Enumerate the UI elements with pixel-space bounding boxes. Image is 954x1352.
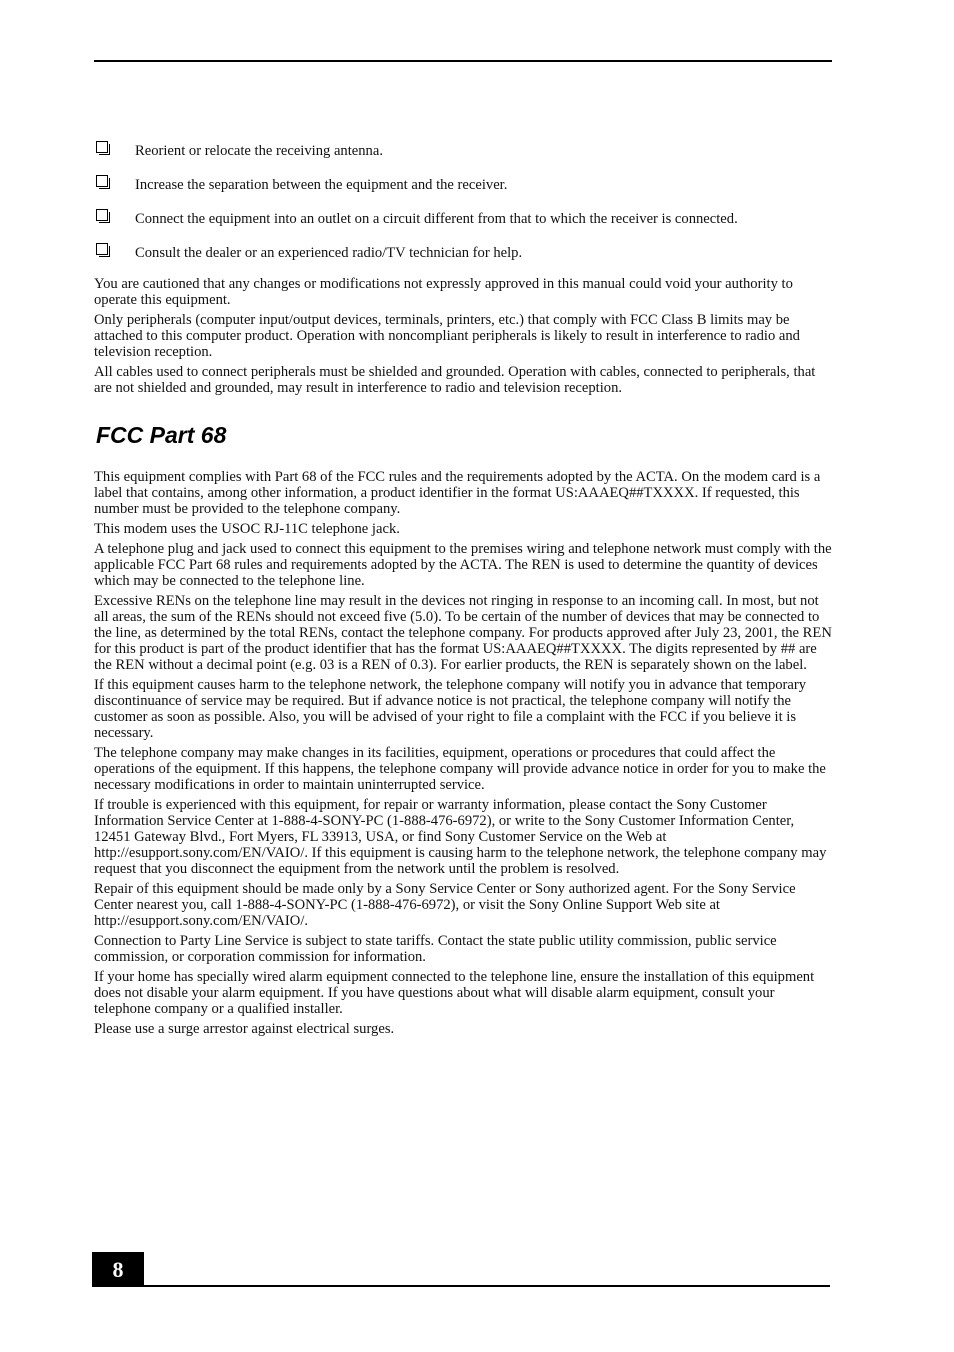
page-number: 8	[92, 1252, 144, 1287]
paragraph: This equipment complies with Part 68 of the FCC rules and the requirements adopted by the ACTA. On the modem card is a label that contains, among other information, a product identifier in the format US:AAAEQ##TXXXX. If requested, this number must be provided to the telephone company.	[94, 469, 821, 517]
section-title: FCC Part 68	[96, 422, 227, 448]
checklist-item-text: Increase the separation between the equipment and the receiver.	[135, 177, 508, 193]
checklist-item	[94, 174, 834, 208]
footer-rule	[92, 1285, 830, 1287]
checkbox-icon	[96, 209, 108, 221]
checklist-item-text: Reorient or relocate the receiving antenna.	[135, 143, 383, 159]
paragraph: Repair of this equipment should be made only by a Sony Service Center or Sony authorized agent. For the Sony Service Center nearest you, call 1-888-4-SONY-PC (1-888-476-6972), or visit the Sony Online Support Web site at http://esupport.sony.com/EN/VAIO/.	[94, 881, 796, 929]
paragraph: A telephone plug and jack used to connect this equipment to the premises wiring and telephone network must comply with the applicable FCC Part 68 rules and requirements adopted by the ACTA. The REN is used to determine the quantity of devices which may be connected to the telephone line.	[94, 541, 832, 589]
paragraph: This modem uses the USOC RJ-11C telephone jack.	[94, 521, 400, 537]
paragraph: All cables used to connect peripherals must be shielded and grounded. Operation with cables, connected to peripherals, that are not shielded and grounded, may result in interference to radio and television reception.	[94, 364, 816, 396]
paragraph: Please use a surge arrestor against electrical surges.	[94, 1021, 395, 1037]
checklist-item	[94, 242, 834, 276]
paragraph: Excessive RENs on the telephone line may result in the devices not ringing in response to an incoming call. In most, but not all areas, the sum of the RENs should not exceed five (5.0). To be certain of the number of devices that may be connected to the line, as determined by the total RENs, contact the telephone company. For products approved after July 23, 2001, the REN for this product is part of the product identifier that has the format US:AAAEQ##TXXXX. The digits represented by ## are the REN without a decimal point (e.g. 03 is a REN of 0.3). For earlier products, the REN is separately shown on the label.	[94, 593, 832, 673]
paragraph: If this equipment causes harm to the telephone network, the telephone company will notify you in advance that temporary discontinuance of service may be required. But if advance notice is not practical, the telephone company will notify the customer as soon as possible. Also, you will be advised of your right to file a complaint with the FCC if you believe it is necessary.	[94, 677, 807, 741]
paragraph: If trouble is experienced with this equipment, for repair or warranty information, please contact the Sony Customer Information Service Center at 1-888-4-SONY-PC (1-888-476-6972), or write to the Sony Customer Information Center, 12451 Gateway Blvd., Fort Myers, FL 33913, USA, or find Sony Customer Service on the Web at http://esupport.sony.com/EN/VAIO/. If this equipment is causing harm to the telephone network, the telephone company may request that you disconnect the equipment from the network until the problem is resolved.	[94, 797, 827, 877]
checkbox-icon	[96, 141, 108, 153]
checkbox-icon	[96, 243, 108, 255]
paragraph: Connection to Party Line Service is subject to state tariffs. Contact the state public utility commission, public service commission, or corporation commission for information.	[94, 933, 777, 965]
fcc-part68-text-block	[94, 469, 832, 1041]
paragraph: If your home has specially wired alarm equipment connected to the telephone line, ensure the installation of this equipment does not disable your alarm equipment. If you have questions about what will disable alarm equipment, consult your telephone company or a qualified installer.	[94, 969, 815, 1017]
paragraph: You are cautioned that any changes or modifications not expressly approved in this manual could void your authority to operate this equipment.	[94, 276, 793, 308]
intro-text-block	[94, 276, 832, 400]
paragraph: The telephone company may make changes in its facilities, equipment, operations or procedures that could affect the operations of the equipment. If this happens, the telephone company will provide advance notice in order for you to make the necessary modifications in order to maintain uninterrupted service.	[94, 745, 826, 793]
recommendation-checklist	[94, 140, 834, 276]
checklist-item	[94, 208, 834, 242]
paragraph: Only peripherals (computer input/output devices, terminals, printers, etc.) that comply with FCC Class B limits may be attached to this computer product. Operation with noncompliant peripherals is likely to result in interference to radio and television reception.	[94, 312, 800, 360]
checklist-item	[94, 140, 834, 174]
header-rule	[94, 60, 832, 62]
checklist-item-text: Consult the dealer or an experienced radio/TV technician for help.	[135, 245, 523, 261]
checkbox-icon	[96, 175, 108, 187]
checklist-item-text: Connect the equipment into an outlet on a circuit different from that to which the receiver is connected.	[135, 211, 738, 227]
